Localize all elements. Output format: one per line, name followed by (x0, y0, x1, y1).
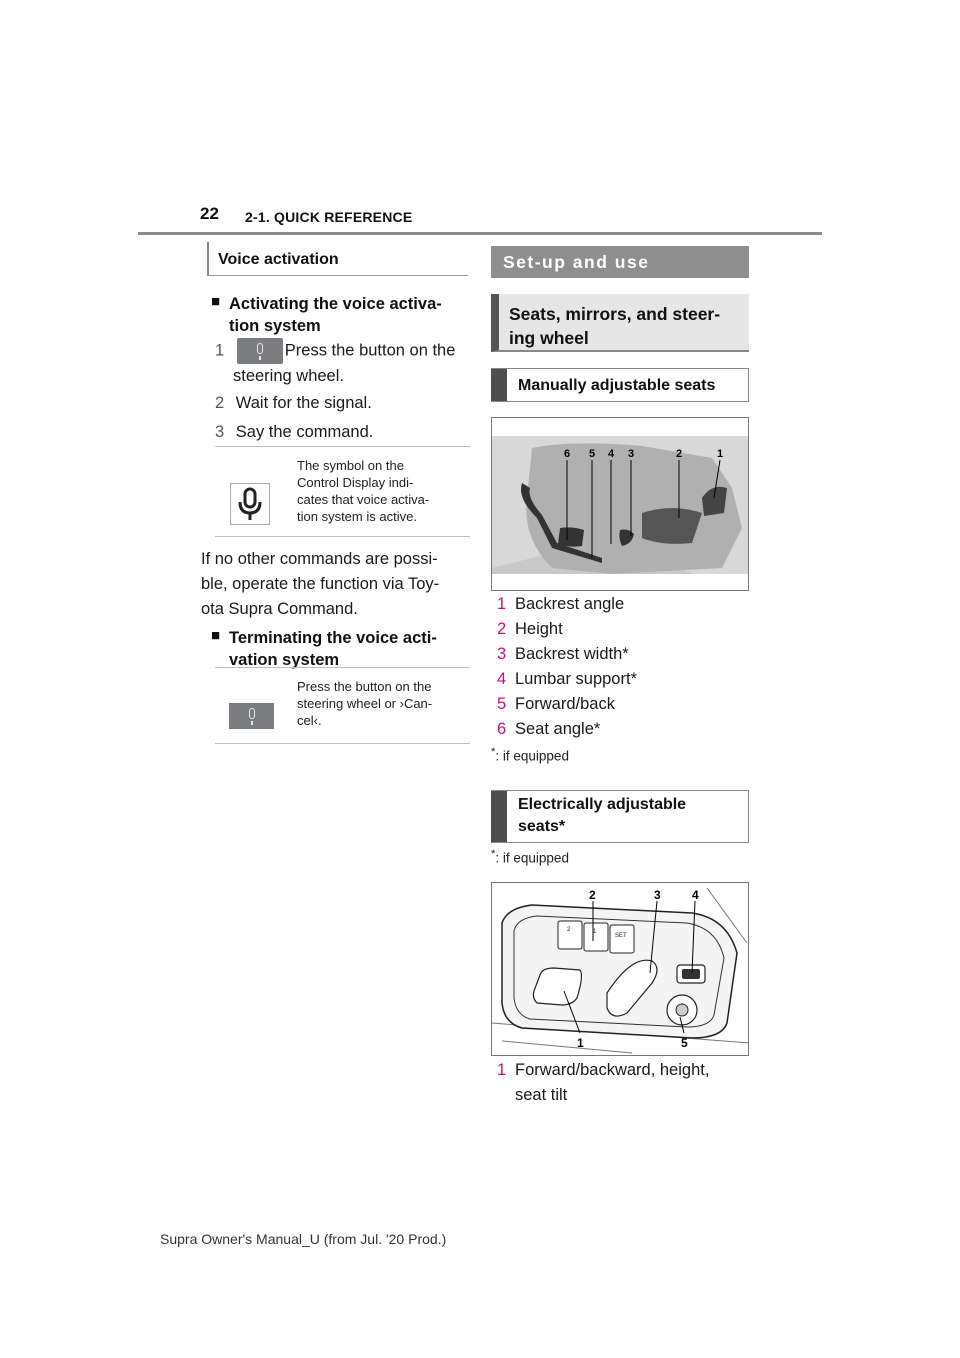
activating-title-line-2: tion system (229, 317, 321, 335)
electric-heading-line: seats* (518, 818, 566, 835)
legend-item (497, 592, 624, 617)
voice-activation-heading-text: Voice activation (218, 251, 339, 268)
paragraph-line: ble, operate the function via Toy- (201, 575, 440, 593)
footnote-manual (491, 746, 569, 764)
electric-seat-figure (491, 882, 749, 1056)
legend-text: Backrest angle (515, 595, 625, 613)
symbol-note-line: cates that voice activa- (297, 492, 430, 507)
legend-item (497, 1058, 709, 1108)
legend-item (497, 667, 637, 692)
microphone-symbol-icon (230, 483, 270, 525)
page-number: 22 (200, 204, 219, 223)
manual-seat-figure (491, 417, 749, 591)
callout-1: 1 (577, 1036, 584, 1050)
memory-button-1-label: 1 (593, 929, 597, 935)
callout-5: 5 (589, 448, 596, 460)
legend-number: 3 (497, 645, 507, 663)
step-number: 2 (215, 394, 225, 412)
footnote-electric (491, 848, 569, 866)
callout-6: 6 (564, 448, 571, 460)
step-text-cont: steering wheel. (233, 367, 344, 385)
heading-bar (491, 791, 507, 842)
legend-number: 1 (497, 1061, 507, 1079)
step-text: Say the command. (235, 423, 374, 441)
legend-text: Lumbar support* (515, 670, 637, 688)
header-rule (138, 232, 822, 235)
callout-1: 1 (717, 448, 724, 460)
legend-text: Forward/backward, height, (515, 1061, 710, 1079)
bullet-square-icon: ■ (211, 293, 221, 310)
step-number: 3 (215, 423, 225, 441)
voice-activation-heading (207, 242, 468, 276)
legend-text: Height (515, 620, 563, 638)
callout-3: 3 (628, 448, 635, 460)
seats-title-line: Seats, mirrors, and steer- (509, 304, 721, 324)
terminating-subheading (211, 627, 471, 671)
activating-subheading (211, 293, 471, 337)
press-note (297, 678, 467, 729)
step-1 (215, 338, 475, 389)
electric-seats-heading-text (518, 794, 686, 838)
manual-seats-heading (491, 368, 749, 402)
heading-bar (491, 369, 507, 401)
manual-footer: Supra Owner's Manual_U (from Jul. '20 Prod.) (160, 1231, 447, 1247)
section-title: 2-1. QUICK REFERENCE (245, 209, 413, 225)
other-commands-paragraph (201, 547, 476, 622)
legend-item (497, 642, 629, 667)
setup-and-use-text: Set-up and use (503, 252, 650, 272)
press-note-line: Press the button on the (297, 679, 432, 694)
seats-title-line: ing wheel (509, 328, 589, 348)
legend-number: 6 (497, 720, 507, 738)
callout-4: 4 (608, 448, 615, 460)
steering-voice-button-icon (237, 338, 283, 364)
symbol-note (297, 457, 467, 525)
step-3 (215, 420, 373, 445)
step-text: Wait for the signal. (235, 394, 372, 412)
legend-number: 4 (497, 670, 507, 688)
legend-number: 2 (497, 620, 507, 638)
paragraph-line: If no other commands are possi- (201, 550, 438, 568)
legend-number: 1 (497, 595, 507, 613)
step-2 (215, 391, 372, 416)
memory-set-label: SET (615, 933, 627, 939)
legend-number: 5 (497, 695, 507, 713)
footnote-text: : if equipped (495, 850, 569, 866)
legend-text: Backrest width* (515, 645, 629, 663)
callout-3: 3 (654, 888, 661, 902)
symbol-note-line: Control Display indi- (297, 475, 414, 490)
legend-item (497, 692, 615, 717)
legend-text: Forward/back (515, 695, 615, 713)
legend-text-cont: seat tilt (515, 1086, 568, 1104)
press-note-line: cel‹. (297, 713, 322, 728)
seats-mirrors-text (509, 302, 720, 350)
electric-seats-heading (491, 790, 749, 843)
legend-item (497, 717, 600, 742)
paragraph-line: ota Supra Command. (201, 600, 358, 618)
callout-2: 2 (589, 888, 596, 902)
footnote-star: * (491, 848, 496, 860)
callout-4: 4 (692, 888, 699, 902)
step-number: 1 (215, 341, 225, 360)
legend-text: Seat angle* (515, 720, 601, 738)
seats-mirrors-heading (491, 294, 749, 352)
symbol-note-line: The symbol on the (297, 458, 404, 473)
press-note-line: steering wheel or ›Can- (297, 696, 433, 711)
press-table-bottom (215, 743, 470, 744)
voice-button-icon (229, 703, 274, 729)
symbol-table-bottom (215, 536, 470, 537)
bullet-square-icon: ■ (211, 627, 221, 644)
footnote-star: * (491, 746, 496, 758)
symbol-note-line: tion system is active. (297, 509, 417, 524)
setup-and-use-heading (491, 246, 749, 278)
terminating-title-line-2: vation system (229, 651, 340, 669)
memory-button-2-label: 2 (567, 927, 571, 933)
manual-seats-heading-text: Manually adjustable seats (518, 377, 716, 394)
callout-5: 5 (681, 1036, 688, 1050)
electric-seat-legend (497, 1058, 747, 1110)
manual-seat-legend (497, 592, 747, 752)
electric-heading-line: Electrically adjustable (518, 796, 687, 813)
legend-item (497, 617, 563, 642)
step-text: Press the button on the (284, 341, 456, 360)
callout-2: 2 (676, 448, 683, 460)
activating-title-line-1: Activating the voice activa- (229, 295, 442, 313)
footnote-text: : if equipped (495, 748, 569, 764)
terminating-title-line-1: Terminating the voice acti- (229, 629, 437, 647)
